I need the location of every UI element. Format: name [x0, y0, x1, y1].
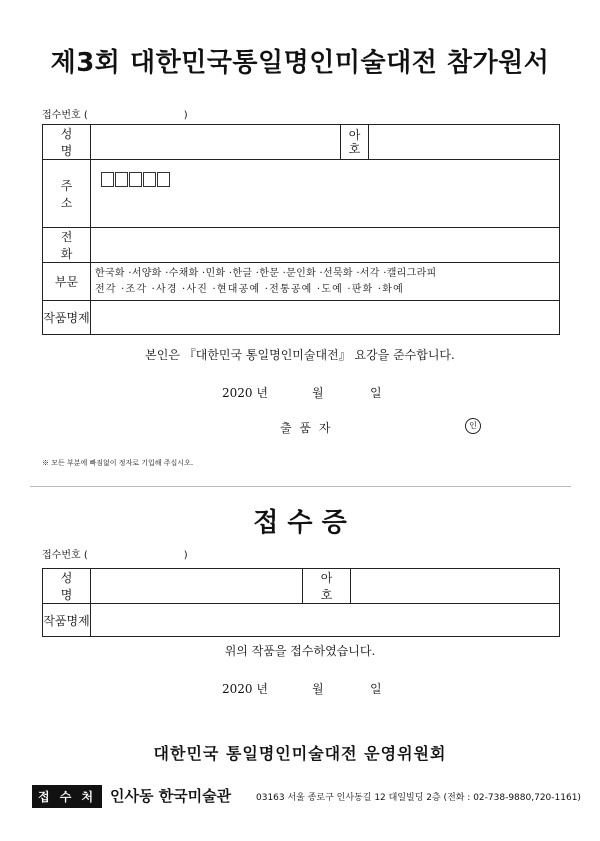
reception-address: 03163 서울 종로구 인사동길 12 대일빌딩 2층 (전화 : 02-738-9880,720-1161) [256, 793, 581, 803]
receipt-title: 접 수 증 [253, 508, 347, 538]
instruction-note: ※ 모든 부분에 빠짐없이 정자로 기입해 주십시오. [42, 459, 194, 467]
work-title-field[interactable] [91, 301, 560, 335]
receipt-slip-number-field[interactable] [42, 546, 188, 561]
receipt-date-year: 2020 년 [222, 682, 268, 696]
pen-name-label: 아 호 [341, 125, 369, 160]
receipt-name-label: 성 명 [43, 569, 91, 604]
receipt-work-title-label: 작품명제 [43, 604, 91, 637]
category-options[interactable] [91, 263, 560, 301]
phone-field[interactable] [91, 228, 560, 263]
pledge-text: 본인은 『대한민국 통일명인미술대전』 요강을 준수합니다. [145, 348, 455, 362]
receipt-date-day: 일 [370, 682, 382, 696]
receipt-confirm-text: 위의 작품을 접수하였습니다. [224, 644, 376, 658]
address-label: 주 소 [43, 160, 91, 228]
receipt-slip-number-label: 접수번호 ( [42, 550, 88, 561]
museum-logo: 인사동 한국미술관 [110, 787, 232, 805]
receipt-slip-number-close: ) [183, 550, 188, 561]
name-field[interactable] [91, 125, 341, 160]
receipt-pen-name-field[interactable] [351, 569, 560, 604]
receipt-date-month: 월 [312, 682, 324, 696]
reception-label: 접 수 처 [32, 785, 102, 808]
receipt-number-field[interactable] [42, 106, 188, 121]
work-title-label: 작품명제 [43, 301, 91, 335]
receipt-pen-name-label: 아 호 [303, 569, 351, 604]
application-date-month: 월 [312, 386, 324, 400]
application-table [42, 124, 560, 335]
receipt-number-close: ) [183, 110, 188, 121]
receipt-table [42, 568, 560, 637]
form-title: 제3회 대한민국통일명인미술대전 참가원서 [50, 48, 550, 78]
exhibitor-label: 출 품 자 [280, 421, 333, 435]
pen-name-field[interactable] [369, 125, 560, 160]
cut-line-divider [30, 486, 571, 487]
phone-label: 전 화 [43, 228, 91, 263]
name-label: 성 명 [43, 125, 91, 160]
receipt-number-label: 접수번호 ( [42, 110, 88, 121]
receipt-work-title-field[interactable] [91, 604, 560, 637]
committee-name: 대한민국 통일명인미술대전 운영위원회 [153, 744, 447, 763]
category-line-1: 한국화 ·서양화 ·수채화 ·민화 ·한글 ·한문 ·문인화 ·선묵화 ·서각 ·캘리그라피 [95, 267, 437, 279]
application-date-year: 2020 년 [222, 386, 268, 400]
category-line-2: 전각 ·조각 ·사경 ·사진 ·현대공예 ·전통공예 ·도예 ·판화 ·화예 [95, 283, 404, 295]
application-date-day: 일 [370, 386, 382, 400]
receipt-name-field[interactable] [91, 569, 303, 604]
address-field[interactable] [91, 160, 560, 228]
category-label: 부문 [43, 263, 91, 301]
seal-mark: 인 [465, 418, 481, 434]
